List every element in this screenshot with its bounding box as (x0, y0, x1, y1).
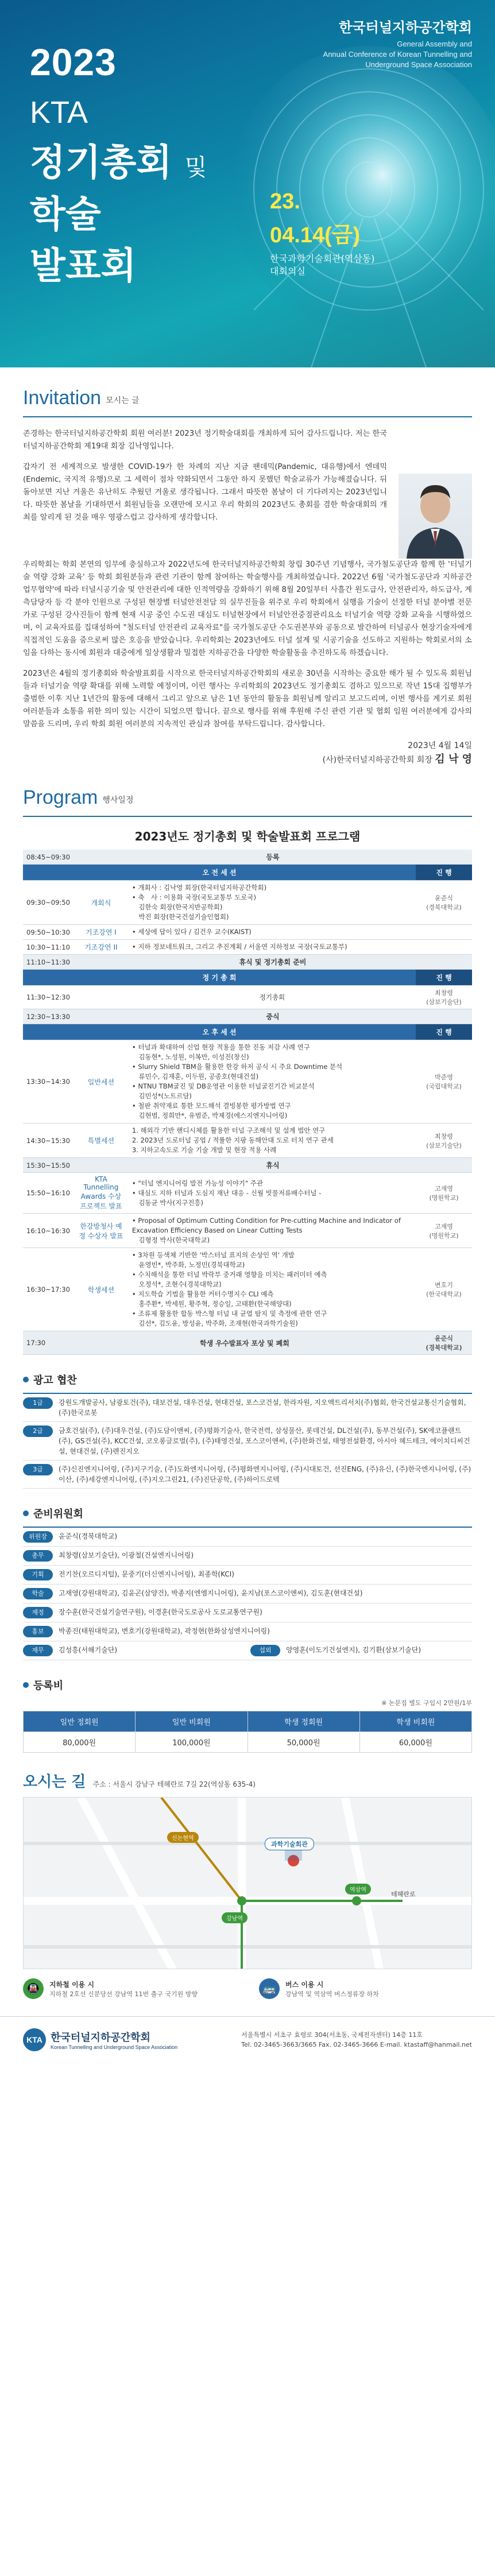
location-title: 오시는 길 (23, 1773, 86, 1791)
program-section-band (23, 970, 472, 986)
row-time: 12:30~13:30 (23, 1009, 74, 1024)
sponsor-names: 금호건설(주), (주)대우건설, (주)도담이앤씨, (주)평화기술사, 한국전력, 삼성물산, 롯데건설, DL건설(주), 동부건설(주), SK에코플랜트(주), GS건설(주), KCC건설, 코오롱글로벌(주), (주)태영건설, 포스코이앤씨, (주)한화건설, 태영전설환경, 아시아 헤드테크, 에이치디씨건설, 현대건설, (주)렌진지오 (59, 1427, 470, 1455)
band-label: 오 전 세 션 (23, 865, 416, 881)
bus-info (259, 1978, 472, 1999)
committee-role-badge: 기획 (23, 1569, 53, 1581)
program-row (23, 1214, 472, 1248)
event-date-year: 23. (270, 189, 300, 214)
row-time: 15:50~16:10 (23, 1173, 74, 1214)
committee-members: 윤준식(경북대학교) (59, 1532, 118, 1540)
program-row (23, 925, 472, 940)
map-graphic (24, 1798, 472, 1969)
sign-org: (사)한국터널지하공간학회 회장 (322, 756, 432, 765)
sponsor-tier-badge: 3급 (23, 1464, 53, 1475)
president-portrait (399, 474, 472, 559)
program-row (23, 881, 472, 925)
location-address: 주소 : 서울시 강남구 테헤란로 7길 22(역삼동 635-4) (92, 1780, 256, 1788)
sub-en-line-3: Underground Space Association (365, 60, 472, 69)
program-break-row (23, 1158, 472, 1173)
committee-members: 장수훈(한국건설기술연구원), 이경훈(한국도로공사 도로교통연구원) (59, 1608, 262, 1616)
row-category: 일반세션 (74, 1040, 129, 1124)
row-moderator: 최창령 (삼보기술단) (416, 986, 472, 1009)
row-content: • Proposal of Optimum Cutting Condition for Pre-cutting Machine and Indicator of Excavation Efficiency Based on Linear Cutting Tests 김형정 박사(한국대학교) (129, 1214, 416, 1248)
footer-contact (241, 2030, 472, 2050)
invitation-title-en: Invitation (23, 387, 102, 409)
committee-row (23, 1585, 472, 1603)
committee-members: 김성흥(서해기술단) (59, 1646, 118, 1654)
program-row (23, 1124, 472, 1158)
committee-role-badge: 섭외 (250, 1645, 280, 1656)
row-category: 기조강연 II (74, 940, 129, 955)
bullet-icon (23, 1682, 29, 1688)
committee-row (23, 1622, 472, 1641)
bus-desc: 강남역 및 역삼역 버스정류장 하차 (285, 1990, 379, 1998)
committee-members: 고재영(강원대학교), 김윤곤(삼양건), 박종지(엔엠지니어링), 윤지남(포스코이앤씨), 김도훈(현대건설) (59, 1589, 363, 1597)
row-moderator (416, 940, 472, 955)
committee-role-badge: 위원장 (23, 1531, 53, 1543)
band-role: 진 행 (416, 1024, 472, 1040)
committee-row (23, 1566, 472, 1585)
row-time: 11:10~11:30 (23, 955, 74, 970)
sign-name: 김 낙 영 (435, 753, 472, 765)
registration-heading (23, 1660, 472, 1698)
program-row (23, 1040, 472, 1124)
fee-header-cell: 학생 정회원 (248, 1711, 359, 1732)
tunnel-illustration (196, 46, 495, 367)
program-break-row (23, 955, 472, 970)
fee-header-cell: 일반 정회원 (24, 1711, 136, 1732)
row-time: 11:30~12:30 (23, 986, 74, 1009)
committee-row (23, 1603, 472, 1622)
org-name: 한국터널지하공간학회 (339, 20, 472, 36)
invitation-paragraph-1: 존경하는 한국터널지하공간학회 회원 여러분! 2023년 정기학술대회를 개최하게 되어 감사드립니다. 저는 한국터널지하공간학회 제19대 회장 김낙영입니다. (23, 429, 387, 451)
footer-logo-en: Korean Tunnelling and Underground Space Association (51, 2044, 178, 2050)
sponsor-section (0, 1355, 495, 1489)
band-label: 오 후 세 션 (23, 1024, 416, 1040)
program-break-row (23, 1009, 472, 1024)
row-label: 휴식 및 정기총회 준비 (74, 955, 472, 970)
registration-note: ※ 논문집 별도 구입시 2만원/1부 (381, 1699, 472, 1707)
footer-logo-name: 한국터널지하공간학회 (51, 2032, 150, 2044)
row-moderator: 윤준식 (경북대학교) (416, 881, 472, 925)
committee-role-badge: 총무 (23, 1550, 53, 1562)
program-table (23, 850, 472, 1355)
event-year: 2023 (30, 41, 117, 83)
fee-value-cell: 50,000원 (248, 1732, 359, 1753)
row-time: 09:50~10:30 (23, 925, 74, 940)
signature-block (23, 739, 472, 767)
row-category: 개회식 (74, 881, 129, 925)
program-row (23, 986, 472, 1009)
sign-date: 2023년 4월 14일 (408, 741, 472, 750)
committee-title: 준비위원회 (33, 1508, 83, 1520)
title-line-3: 발표회 (30, 245, 137, 288)
committee-members: 최창령(삼보기술단), 이광철(건설엔지니어링) (59, 1551, 194, 1559)
subway-info (23, 1978, 236, 1999)
program-break-row (23, 850, 472, 865)
row-category: 기조강연 I (74, 925, 129, 940)
footer (0, 2016, 495, 2074)
sponsor-row (23, 1461, 472, 1489)
bullet-icon (23, 1510, 29, 1516)
invitation-section (0, 367, 495, 767)
row-time: 08:45~09:30 (23, 850, 74, 865)
map-label-station2: 강남역 (222, 1912, 248, 1923)
row-time: 10:30~11:10 (23, 940, 74, 955)
registration-title: 등록비 (33, 1680, 64, 1692)
sponsor-title: 광고 협찬 (33, 1374, 77, 1386)
row-moderator: 박준영 (국립대학교) (416, 1040, 472, 1124)
row-moderator: 고재영 (명원학교) (416, 1214, 472, 1248)
band-role: 진 행 (416, 865, 472, 881)
row-label: 등록 (74, 850, 472, 865)
title-assembly: 정기총회 (30, 142, 172, 184)
row-time: 13:30~14:30 (23, 1040, 74, 1124)
org-subtitle-en (323, 39, 472, 70)
committee-members: 양영훈(이도기건설엔지), 김기환(삼보기술단) (286, 1646, 421, 1654)
map-label-station1: 역삼역 (345, 1884, 371, 1895)
committee-section (0, 1489, 495, 1660)
fee-header-cell: 일반 비회원 (136, 1711, 248, 1732)
row-content: • 지하 정보네트워크, 그리고 추진계획 / 서울연 지하정보 국장(국토교통부) (129, 940, 416, 955)
committee-members: 박종진(태원대학교), 변호기(강원대학교), 곽정현(한화삼성엔지니어링) (59, 1627, 270, 1635)
row-content: • "터널 엔지니어링 발전 가능성 이야기" 주관 • 대심도 지하 터널과 도심지 재난 대응 - 신월 빗물저류배수터널 - 김동균 박사(지구진흥) (129, 1173, 416, 1214)
program-row (23, 1173, 472, 1214)
row-label: 학생 우수발표자 포상 및 폐회 (74, 1331, 416, 1355)
registration-fee-table (23, 1711, 472, 1753)
subway-desc: 지하철 2호선 신분당선 강남역 11번 출구 국기원 방향 (49, 1990, 198, 1998)
title-line-1 (30, 133, 207, 186)
row-content: • 개회사 : 김낙영 회장(한국터널지하공간학회) • 축 사 : 이용화 국장(국토교통부 도로국) 김한숙 회장(한국지반공학회) 박진 회장(한국건설기술인협회) (129, 881, 416, 925)
invitation-intro (23, 428, 472, 559)
program-table-title: 2023년도 정기총회 및 학술발표회 프로그램 (134, 830, 361, 843)
subway-icon: 🚇 (23, 1978, 44, 1999)
sponsor-row (23, 1422, 472, 1461)
row-category: KTA Tunnelling Awards 수상 프로젝트 발표 (74, 1173, 129, 1214)
row-category: 학생세션 (74, 1248, 129, 1331)
program-row (23, 1248, 472, 1331)
program-section-band (23, 1024, 472, 1040)
row-moderator: 고재영 (명원학교) (416, 1173, 472, 1214)
sign-org-line (23, 753, 472, 767)
committee-heading (23, 1489, 472, 1527)
hero-banner (0, 0, 495, 367)
program-section-band (23, 865, 472, 881)
location-map[interactable] (23, 1797, 472, 1969)
location-section (0, 1753, 495, 2011)
venue-line-1: 한국과학기술회관(역삼동) (270, 253, 375, 264)
sub-en-line-1: General Assembly and (397, 40, 472, 48)
kta-label: KTA (30, 95, 88, 130)
map-label-tower: 과학기술회관 (265, 1838, 314, 1850)
committee-list (23, 1527, 472, 1660)
invitation-title-ko: 모시는 글 (106, 396, 140, 405)
bus-title: 버스 이용 시 (285, 1980, 324, 1989)
sponsor-heading (23, 1355, 472, 1393)
committee-role-badge: 학술 (23, 1588, 53, 1599)
row-time: 16:10~16:30 (23, 1214, 74, 1248)
row-moderator: 변호기 (한국대학교) (416, 1248, 472, 1331)
program-heading (23, 767, 472, 817)
footer-contact-line: Tel. 02-3465-3663/3665 Fax. 02-3465-3666 E-mail. ktastaff@hanmail.net (241, 2041, 472, 2048)
program-title-ko: 행사일정 (102, 796, 134, 805)
map-label-station3: 신논현역 (167, 1832, 199, 1843)
invitation-intro-text (23, 428, 387, 559)
program-row (23, 940, 472, 955)
bullet-icon (23, 1377, 29, 1382)
band-role: 진 행 (416, 970, 472, 986)
row-time: 09:30~09:50 (23, 881, 74, 925)
title-line-2: 학술 (30, 193, 101, 236)
title-and: 및 (184, 154, 207, 181)
row-moderator: 최창령 (삼보기술단) (416, 1124, 472, 1158)
fee-value-row (24, 1732, 472, 1753)
committee-row (23, 1547, 472, 1566)
venue-line-2: 대회의실 (270, 266, 305, 277)
row-content: • 터널과 확대하여 신업 현장 적용을 통한 진동 저감 사례 연구 김동현*, 노성원, 이복만, 이성진(창신) • Slurry Shield TBM을 활용한 한강 하저 공식 시 주요 Downtime 분석 류민수, 김재훈, 이두원, 공종호(현대건설) • NTNU TBM굴진 및 DB운영관 이용한 터널굴진기간 비교분석 김민성*(노트르담) • 철판 취약재료 통한 모드해석 결빙봉한 평가방법 연구 김현범, 정희만*, 유범준, 박제경(에스지엔지니어링) (129, 1040, 416, 1124)
invitation-paragraph-2: 갑자기 전 세계적으로 발생한 COVID-19가 한 차례의 지난 지금 팬데믹(Pandemic, 대유행)에서 엔데믹(Endemic, 국지적 유행)으로 그 세력이 점차 약화되면서 그동안 하지 못했던 학술교류가 가능해졌습니다. 뒤돌아보면 지난 겨울은 유난히도 추웠던 겨울로 생각됩니다. 그래서 따뜻한 봄날이 더 기다려지는 2023년입니다. 따뜻한 봄날을 기대하면서 회원님들을 오랜만에 모시고 우리 학회의 2023년도 총회를 겸한 학술대회의 개최를 알리게 된 것을 매우 영광스럽고 감사하게 생각합니다. (23, 463, 387, 522)
kta-logo-icon: KTA (23, 2028, 46, 2051)
committee-row (23, 1641, 472, 1660)
sponsor-names: (주)신진엔지니어링, (주)지구기술, (주)도화엔지니어링, (주)평화엔지니어링, (주)시대토건, 선진ENG, (주)유신, (주)한국엔지니어링, (주)이산, (주)세강엔지니어링, (주)지오그린21, (주)진단공학, (주)하이드로텍 (59, 1465, 471, 1483)
row-label: 중식 (74, 1009, 472, 1024)
program-break-row (23, 1331, 472, 1355)
fee-value-cell: 60,000원 (359, 1732, 471, 1753)
sponsor-names: 강원도개발공사, 남광토건(주), 대보건설, 대우건설, 현대건설, 포스코건설, 한라자원, 지오액트리서치(주)협회, 한국건설교통신기술협회, (주)한국로봇 (59, 1399, 466, 1417)
bus-icon: 🚌 (259, 1978, 280, 1999)
sponsor-row (23, 1394, 472, 1422)
row-label: 휴식 (74, 1158, 472, 1173)
fee-value-cell: 100,000원 (136, 1732, 248, 1753)
invitation-body (23, 417, 472, 767)
footer-address: 서울특별시 서초구 효령로 304(서초동, 국제전자센터) 14층 11호 (241, 2031, 423, 2039)
invitation-heading (23, 367, 472, 417)
transport-info (23, 1969, 472, 2011)
fee-header-cell: 학생 비회원 (359, 1711, 471, 1732)
row-content: 1. 해외각 기반 핸디시체를 활용한 터널 구조해석 및 설계 법안 연구 2. 2023년 도로터널 공업 / 적률한 지팡 동해안대 도로 터치 연구 관세 3. 지하고속도로 기술 기술 개발 및 현장 적용 사례 (129, 1124, 416, 1158)
sponsor-tier-badge: 1급 (23, 1397, 53, 1409)
row-moderator: 윤준식 (경북대학교) (416, 1331, 472, 1355)
subway-title: 지하철 이용 시 (49, 1980, 94, 1989)
committee-role-badge: 재무 (23, 1645, 53, 1656)
row-time: 15:30~15:50 (23, 1158, 74, 1173)
sub-en-line-2: Annual Conference of Korean Tunnelling and (323, 50, 472, 59)
row-category: 특별세션 (74, 1124, 129, 1158)
program-section (0, 767, 495, 1355)
row-content: • 3차원 등색체 기반한 '박스터널 표지의 손상인 역' 개발 윤영빈*, 박주화, 노정민(경북대학교) • 수치해석을 통한 터널 박락부 중거래 영향을 미치는 패러미터 예측 오정석*, 조현수(경북대학교) • 지도학습 기법을 활용한 커터수명지수 CLI 예측 홍주환*, 박세원, 황주혁, 정승일, 고태환(한국해양대) • 조류제 활용한 합동 박스형 터널 내 균열 탐지 및 측정에 관한 연구 김선*, 김도윤, 방성윤, 박주화, 조재현(한국과학기술원) (129, 1248, 416, 1331)
committee-members: 전기찬(오르디지털), 문중기(더신엔지니어링), 최종학(KCI) (59, 1570, 234, 1578)
event-date-day: 04.14(금) (270, 223, 361, 247)
invitation-paragraph-3: 우리학회는 학회 본연의 임무에 충실하고자 2022년도에 한국터널지하공간학회 창립 30주년 기념행사, 국가철도공단과 함께 한 '터널기술 역량 강화 교육' 등 학회 회원분들과 관련 기관이 함께 참여하는 학술행사를 개최하였습니다. 2022년 6월 '국가철도공단과 지하공간 업무협약'에 따라 터널시공기술 및 안전관리에 대한 인적역량을 강화하기 위해 8월 20일부터 사흘간 원도급사, 안전관리자, 하도급사, 계측담당자 등 각 분야 인원으로 구성된 현장별 터널안전전담 의 실무진들을 위주로 우리 학회에서 실행을 기술이 선정한 터널 분야별 전문가로 구성된 강사진들이 함께 현재 시공 중인 수도권 대심도 터널현장에서 터널안전중점관리요소 터널기술 역량 강화 교육을 시행하였으며, 이 교육자료를 집대성하여 "철도터널 안전관리 교육자료"를 국가철도공단 수도권본부와 공동으로 발간하여 터널공사 현장기술자에게 직접적인 도움을 줌으로써 많은 호응을 받았습니다. 우리학회는 2023년에도 터널 설계 및 시공기술을 선도하고 지원하는 학회로서의 소임을 다하는 동시에 회원과 대중에게 일상생활과 밀접한 지하공간을 다양한 학술활동을 추진하도록 하겠습니다. (23, 560, 472, 657)
row-category (74, 986, 129, 1009)
row-category: 한강방청사 예정 수상자 발표 (74, 1214, 129, 1248)
registration-section (0, 1660, 495, 1753)
program-title-en: Program (23, 787, 98, 808)
row-time: 14:30~15:30 (23, 1124, 74, 1158)
row-content: • 세상에 답이 있다 / 김건우 교수(KAIST) (129, 925, 416, 940)
row-time: 17:30 (23, 1331, 74, 1355)
map-label-road: 테헤란로 (391, 1891, 416, 1898)
location-heading (23, 1753, 472, 1797)
row-moderator (416, 925, 472, 940)
person-icon (399, 474, 472, 559)
invitation-paragraph-4: 2023년은 4월의 정기총회와 학술발표회를 시작으로 한국터널지하공간학회의 새로운 30년을 시작하는 중요한 해가 될 수 있도록 회원님들과 터널기술 역량 확대를 위해 노력할 예정이며, 이런 행사는 우리학회의 2023년도 정기총회도 겸하고 있으므로 작년 15대 집행부가 출범한 이후 지난 1년간의 활동에 대해서 그리고 앞으로 남은 1년 동안의 활동을 회원님께 알리고 보고드리며, 이번 행사를 계기로 회원 여러분들과 소통을 위한 의미 있는 시간이 되었으면 합니다. 끝으로 행사를 위해 후원해 주신 관련 기관 및 협회 임원 여러분에게 감사의 말씀을 드리며, 우리 학회 회원 여러분의 지속적인 관심과 참여를 부탁드립니다. 감사합니다. (23, 669, 472, 729)
fee-value-cell: 80,000원 (24, 1732, 136, 1753)
row-content: 정기총회 (129, 986, 416, 1009)
fee-header-row (24, 1711, 472, 1732)
committee-role-badge: 재정 (23, 1607, 53, 1618)
committee-role-badge: 홍보 (23, 1626, 53, 1637)
event-venue (270, 253, 375, 278)
footer-logo (23, 2028, 177, 2051)
sponsor-tier-badge: 2급 (23, 1425, 53, 1437)
committee-row (23, 1528, 472, 1547)
row-time: 16:30~17:30 (23, 1248, 74, 1331)
sponsor-list (23, 1393, 472, 1489)
band-label: 정 기 총 회 (23, 970, 416, 986)
